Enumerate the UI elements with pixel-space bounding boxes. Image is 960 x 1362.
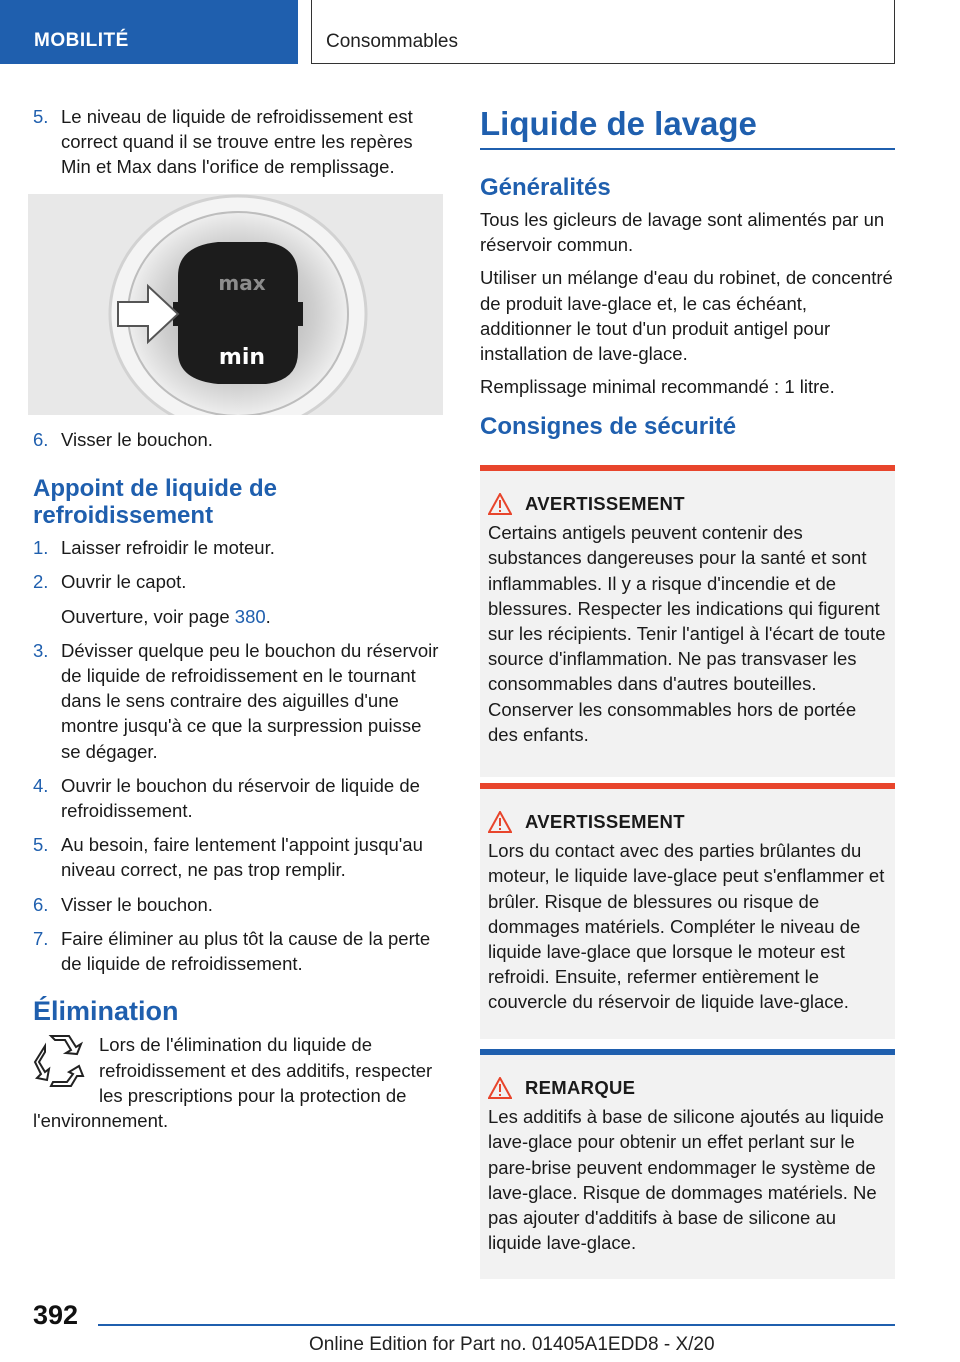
elimination-heading: Élimination <box>33 996 179 1027</box>
warning-bar <box>480 783 895 789</box>
consignes-heading: Consignes de sécurité <box>480 413 737 441</box>
chapter-title: Consommables <box>326 31 458 52</box>
left-column-top <box>33 104 443 189</box>
warning-text: Lors du contact avec des parties brûlantes du moteur, le liquide lave-glace peut s'enflammer et brûler. Risque de blessures ou risque de dommages matériels. Compléter le niveau de liquide lave-glace que lorsque le moteur est refroidi. Ensuite, refermer entièrement le couvercle du réservoir de liquide lave-glace. <box>488 840 885 1013</box>
note-box <box>480 1049 895 1279</box>
list-item <box>33 104 443 180</box>
warning-text: Certains antigels peuvent contenir des substances dangereuses pour la santé et sont inflammables. Il y a risque d'incendie et de blessures. Respecter les indications qui figurent sur les récipients. Tenir l'antigel à l'écart de toute source d'inflammation. Ne pas transvaser les consommables dans d'autres bouteilles. Conserver les consommables hors de portée des enfants. <box>488 522 886 745</box>
coolant-level-image <box>28 194 443 415</box>
list-item <box>33 832 443 882</box>
step-number: 5. <box>33 106 49 127</box>
left-column-body <box>33 427 443 1133</box>
paragraph: Utiliser un mélange d'eau du robinet, de concentré de produit lave-glace et, le cas échéant, additionner le tout d'un produit antigel pour installation de lave-glace. <box>480 267 893 365</box>
reservoir-illustration <box>28 194 443 415</box>
warning-title: AVERTISSEMENT <box>525 493 685 514</box>
list-item <box>33 569 443 594</box>
min-label: min <box>218 345 266 370</box>
list-item <box>33 892 443 917</box>
step-number: 1. <box>33 537 49 559</box>
step-number: 6. <box>33 429 49 450</box>
list-item <box>33 926 443 976</box>
step-number: 2. <box>33 571 49 593</box>
warning-triangle-icon <box>488 1077 512 1099</box>
footer-divider <box>98 1324 895 1326</box>
list-item <box>33 773 443 823</box>
step-text: Le niveau de liquide de refroidissement est correct quand il se trouve entre les repères Min et Max dans l'orifice de remplissage. <box>61 106 413 178</box>
step-number: 3. <box>33 639 49 661</box>
warning-bar <box>480 465 895 471</box>
note-bar <box>480 1049 895 1055</box>
page-link[interactable]: 380 <box>234 605 266 627</box>
warning-triangle-icon <box>488 811 512 833</box>
chapter-section-title: Liquide de lavage <box>480 105 757 142</box>
step-text: Visser le bouchon. <box>61 429 213 450</box>
section-title: MOBILITÉ <box>34 30 129 51</box>
step-number: 6. <box>33 893 49 915</box>
page-number: 392 <box>33 1300 79 1330</box>
step-text: Faire éliminer au plus tôt la cause de la perte de liquide de refroidissement. <box>61 927 431 975</box>
step-text: Au besoin, faire lentement l'appoint jusqu'au niveau correct, ne pas trop remplir. <box>61 834 423 881</box>
right-column <box>480 104 895 440</box>
elimination-text: Lors de l'élimination du liquide de refroidissement et des additifs, respecter les prescriptions pour la protection de l'environnement. <box>33 1034 433 1132</box>
note-title: REMARQUE <box>525 1077 636 1098</box>
warning-triangle-icon <box>488 493 512 515</box>
note-text: Les additifs à base de silicone ajoutés au liquide lave-glace pour obtenir un effet perlant sur le pare-brise peuvent endommager le système de lave-glace. Risque de dommages matériels. Ne pas ajouter d'additifs à base de silicone au liquide lave-glace. <box>488 1106 884 1254</box>
paragraph: Remplissage minimal recommandé : 1 litre. <box>480 376 835 398</box>
warning-box <box>480 783 895 1039</box>
generalites-heading: Généralités <box>480 174 611 201</box>
list-item <box>33 535 443 560</box>
chapter-tab <box>311 0 895 64</box>
list-item <box>33 638 443 764</box>
recycle-icon <box>33 1034 87 1088</box>
step-number: 7. <box>33 927 49 949</box>
edition-text: Online Edition for Part no. 01405A1EDD8 - X/20 <box>309 1334 715 1355</box>
step-text: Ouvrir le bouchon du réservoir de liquide de refroidissement. <box>61 774 420 822</box>
step-number: 4. <box>33 774 49 796</box>
warning-title: AVERTISSEMENT <box>525 811 685 832</box>
warning-box <box>480 465 895 777</box>
paragraph: Tous les gicleurs de lavage sont alimentés par un réservoir commun. <box>480 209 885 256</box>
section-tab <box>0 0 298 64</box>
max-label: max <box>218 271 266 295</box>
reference-text: Ouverture, voir page <box>61 605 235 627</box>
ouverture-reference <box>33 604 443 629</box>
reference-suffix: . <box>265 605 271 627</box>
section-heading: Appoint de liquide de refroidissement <box>33 475 277 530</box>
step-text: Dévisser quelque peu le bouchon du réservoir de liquide de refroidissement en le tournant dans le sens contraire des aiguilles d'une montre jusqu'à ce que la surpression puisse se dégager. <box>61 639 439 762</box>
step-number: 5. <box>33 834 49 856</box>
list-item <box>33 427 443 452</box>
step-text: Laisser refroidir le moteur. <box>61 537 275 559</box>
step-text: Ouvrir le capot. <box>61 571 187 593</box>
elimination-block <box>33 1032 443 1133</box>
step-text: Visser le bouchon. <box>61 893 213 915</box>
